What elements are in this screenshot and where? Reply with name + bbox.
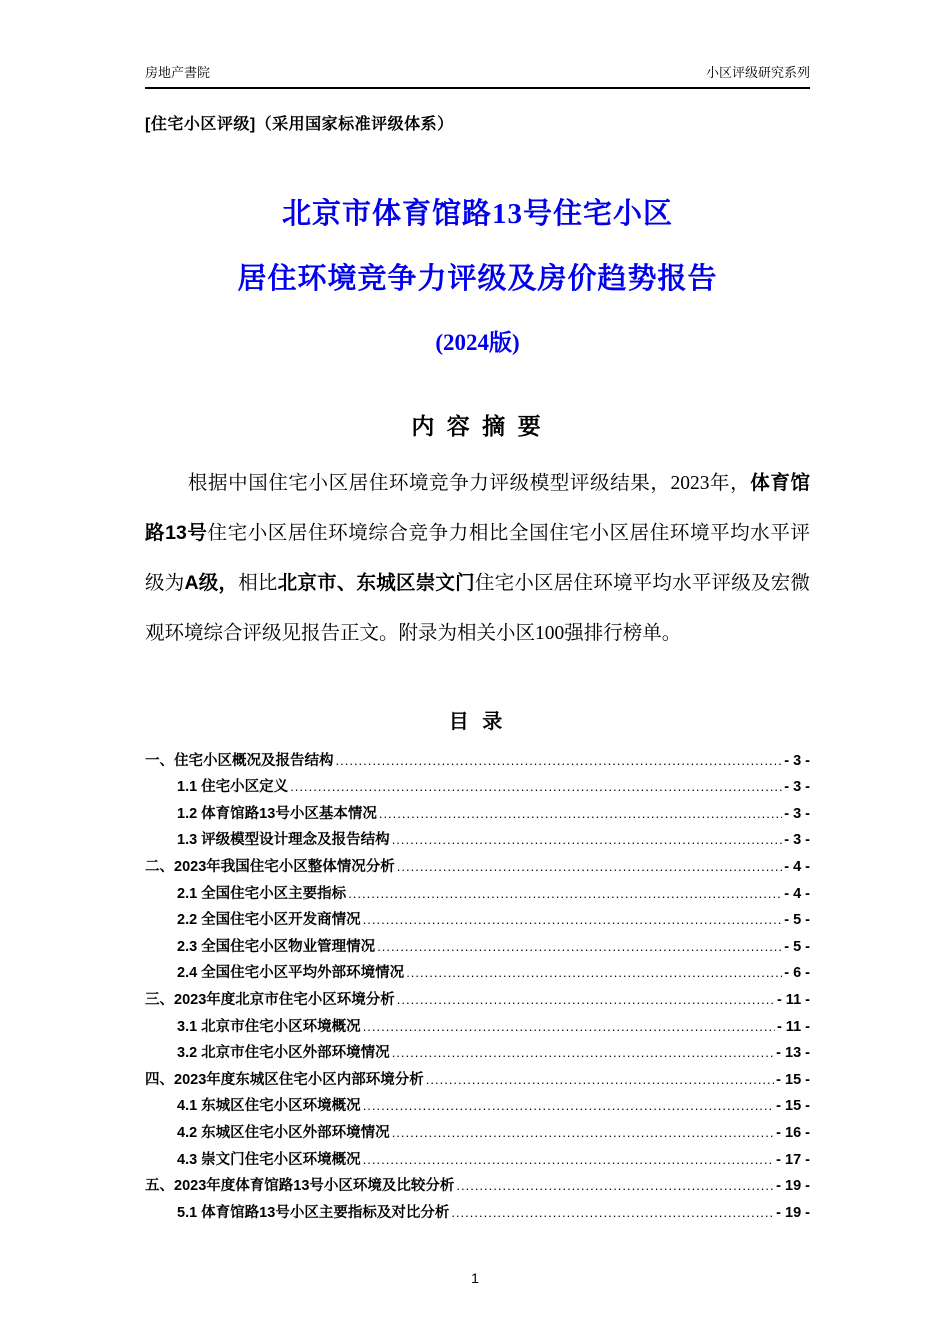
- abstract-segment-bold: 北京市、东城区崇文门: [277, 571, 475, 594]
- toc-entry-page: - 19 -: [776, 1178, 810, 1195]
- toc-dot-leader: [363, 907, 783, 934]
- toc-entry-page: - 5 -: [784, 938, 810, 955]
- toc-entry-page: - 15 -: [776, 1098, 810, 1115]
- abstract-segment: 住宅小区居住环境平均水平评级及宏微观环境综合评级见报告正文。附录为相关小区100强排行榜单。: [145, 572, 810, 644]
- toc-entry: [145, 1067, 810, 1094]
- toc-entry-label: 3.2 北京市住宅小区外部环境情况: [177, 1045, 390, 1062]
- toc-entry-page: - 4 -: [784, 859, 810, 875]
- header-right-text: 小区评级研究系列: [705, 65, 810, 80]
- toc-dot-leader: [348, 881, 782, 908]
- toc-heading: 目 录: [448, 710, 507, 733]
- report-edition: (2024版): [435, 330, 520, 355]
- toc-entry-label: 2.1 全国住宅小区主要指标: [177, 885, 347, 902]
- toc-entry-label: 4.1 东城区住宅小区环境概况: [177, 1098, 361, 1115]
- table-of-contents: [145, 748, 810, 1227]
- abstract-segment-bold: 体育馆路13号: [145, 472, 810, 544]
- report-title-line1: 北京市体育馆路13号住宅小区: [281, 198, 673, 230]
- toc-entry-label: 三、2023年度北京市住宅小区环境分析: [145, 991, 395, 1008]
- toc-dot-leader: [456, 1173, 774, 1200]
- toc-dot-leader: [363, 1014, 775, 1041]
- toc-entry-page: - 11 -: [776, 991, 810, 1008]
- toc-dot-leader: [451, 1200, 774, 1227]
- toc-entry: [145, 801, 810, 828]
- toc-entry-page: - 19 -: [776, 1204, 810, 1221]
- toc-dot-leader: [363, 1093, 774, 1120]
- abstract-heading: 内 容 摘 要: [411, 413, 544, 439]
- page-number: 1: [471, 1270, 479, 1286]
- toc-entry: [145, 960, 810, 987]
- toc-entry: [145, 1173, 810, 1200]
- abstract-segment: 根据中国住宅小区居住环境竞争力评级模型评级结果，2023年，: [187, 473, 751, 494]
- abstract-segment: 相比: [238, 572, 278, 594]
- toc-entry: [145, 1014, 810, 1041]
- toc-entry-page: - 15 -: [776, 1071, 810, 1088]
- toc-entry: [145, 1120, 810, 1147]
- toc-entry: [145, 774, 810, 801]
- toc-entry: [145, 987, 810, 1014]
- toc-entry-page: - 11 -: [776, 1018, 810, 1035]
- toc-entry-page: - 3 -: [784, 832, 810, 849]
- toc-entry-label: 二、2023年我国住宅小区整体情况分析: [145, 859, 395, 875]
- toc-entry: [145, 907, 810, 934]
- toc-dot-leader: [392, 827, 783, 854]
- toc-entry: [145, 748, 810, 775]
- toc-entry: [145, 854, 810, 881]
- toc-dot-leader: [377, 934, 782, 961]
- toc-entry-label: 2.2 全国住宅小区开发商情况: [177, 912, 361, 929]
- report-category-tag: [住宅小区评级]（采用国家标准评级体系）: [145, 116, 454, 133]
- toc-entry-label: 四、2023年度东城区住宅小区内部环境分析: [145, 1071, 424, 1088]
- toc-dot-leader: [336, 748, 783, 775]
- toc-entry-label: 4.3 崇文门住宅小区环境概况: [177, 1151, 361, 1168]
- toc-entry-page: - 5 -: [784, 912, 810, 929]
- toc-entry-page: - 4 -: [784, 885, 810, 902]
- toc-entry-page: - 6 -: [784, 965, 810, 982]
- toc-dot-leader: [290, 774, 782, 801]
- toc-entry-label: 1.3 评级模型设计理念及报告结构: [177, 832, 390, 849]
- toc-entry-page: - 3 -: [784, 752, 810, 769]
- header-left-text: 房地产書院: [145, 65, 211, 80]
- abstract-segment: 住宅小区居住环境综合竞争力相比全国住宅小区居住环境平均水平评级为: [145, 522, 810, 594]
- toc-entry: [145, 827, 810, 854]
- toc-dot-leader: [397, 854, 782, 881]
- page-header: [145, 62, 810, 89]
- toc-entry-label: 1.1 住宅小区定义: [177, 779, 289, 796]
- report-title-line2: 居住环境竞争力评级及房价趋势报告: [237, 263, 718, 295]
- toc-entry: [145, 1040, 810, 1067]
- toc-dot-leader: [392, 1120, 774, 1147]
- toc-entry-label: 1.2 体育馆路13号小区基本情况: [177, 805, 377, 822]
- toc-entry-page: - 3 -: [784, 779, 810, 796]
- toc-dot-leader: [363, 1147, 774, 1174]
- toc-entry-page: - 13 -: [776, 1045, 810, 1062]
- report-title-block: [145, 182, 810, 374]
- toc-dot-leader: [397, 987, 775, 1014]
- toc-entry: [145, 1200, 810, 1227]
- toc-entry: [145, 934, 810, 961]
- toc-entry-label: 五、2023年度体育馆路13号小区环境及比较分析: [145, 1178, 455, 1195]
- toc-entry-label: 一、住宅小区概况及报告结构: [145, 752, 334, 769]
- toc-dot-leader: [392, 1040, 774, 1067]
- toc-entry-label: 4.2 东城区住宅小区外部环境情况: [177, 1124, 390, 1141]
- toc-entry-label: 3.1 北京市住宅小区环境概况: [177, 1018, 361, 1035]
- toc-entry-label: 2.4 全国住宅小区平均外部环境情况: [177, 965, 405, 982]
- abstract-segment-bold: A级，: [184, 571, 239, 594]
- toc-entry-label: 2.3 全国住宅小区物业管理情况: [177, 938, 376, 955]
- toc-entry-label: 5.1 体育馆路13号小区主要指标及对比分析: [177, 1204, 450, 1221]
- toc-dot-leader: [379, 801, 782, 828]
- toc-entry-page: - 3 -: [784, 805, 810, 822]
- toc-entry: [145, 1147, 810, 1174]
- toc-entry: [145, 881, 810, 908]
- toc-entry: [145, 1093, 810, 1120]
- abstract-paragraph: [145, 459, 810, 659]
- toc-entry-page: - 16 -: [776, 1124, 810, 1141]
- toc-entry-page: - 17 -: [776, 1151, 810, 1168]
- toc-dot-leader: [406, 960, 782, 987]
- toc-dot-leader: [426, 1067, 774, 1094]
